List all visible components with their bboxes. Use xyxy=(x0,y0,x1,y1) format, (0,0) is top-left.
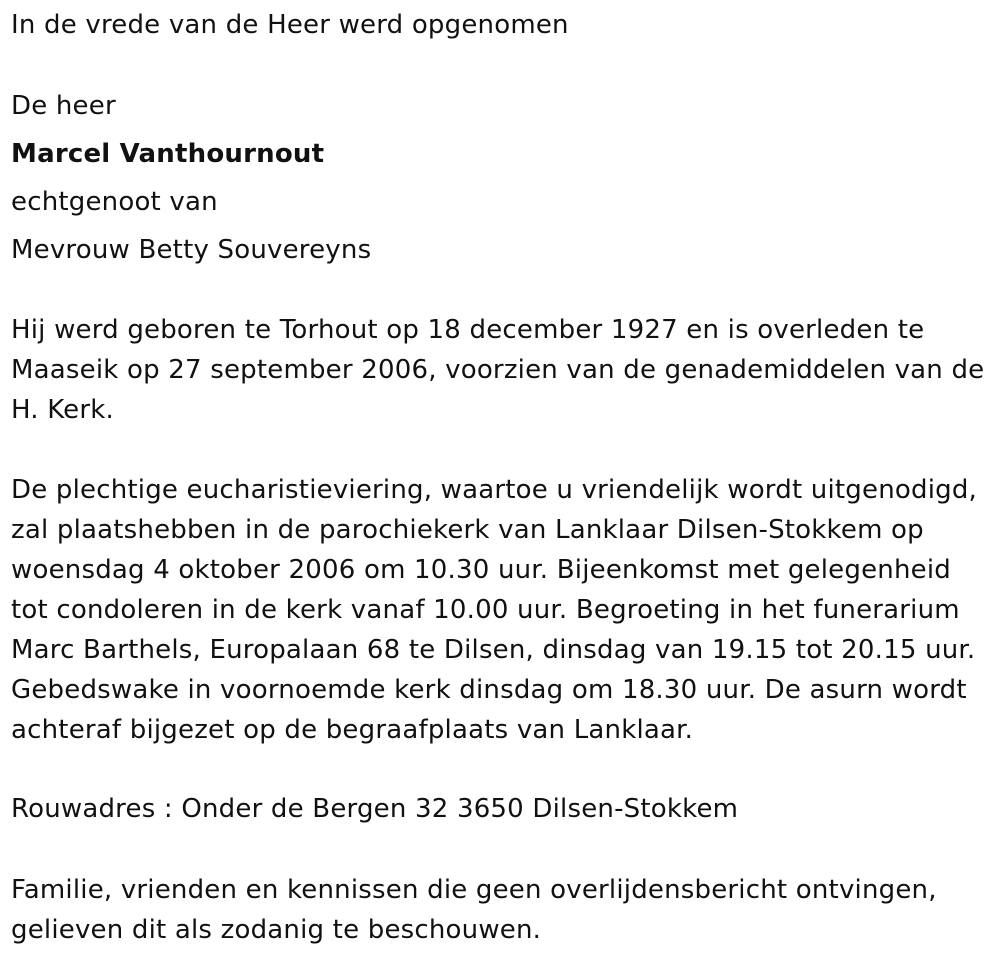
salutation: De heer xyxy=(11,91,116,121)
paragraph-line: tot condoleren in de kerk vanaf 10.00 uur. Begroeting in het funerarium xyxy=(11,595,960,625)
paragraph-line: Maaseik op 27 september 2006, voorzien van de genademiddelen van de xyxy=(11,355,985,385)
closing-paragraph xyxy=(11,870,991,950)
paragraph-line: Marc Barthels, Europalaan 68 te Dilsen, dinsdag van 19.15 tot 20.15 uur. xyxy=(11,635,976,665)
paragraph-line: Gebedswake in voornoemde kerk dinsdag om 18.30 uur. De asurn wordt xyxy=(11,675,967,705)
relation-line: echtgenoot van xyxy=(11,187,218,217)
paragraph-line: De plechtige eucharistieviering, waartoe u vriendelijk wordt uitgenodigd, xyxy=(11,475,977,505)
paragraph-line: Hij werd geboren te Torhout op 18 december 1927 en is overleden te xyxy=(11,315,925,345)
paragraph-line: H. Kerk. xyxy=(11,395,114,425)
paragraph-line: Familie, vrienden en kennissen die geen overlijdensbericht ontvingen, xyxy=(11,875,937,905)
intro-line: In de vrede van de Heer werd opgenomen xyxy=(11,10,569,40)
spouse-name: Mevrouw Betty Souvereyns xyxy=(11,235,372,265)
paragraph-line: woensdag 4 oktober 2006 om 10.30 uur. Bijeenkomst met gelegenheid xyxy=(11,555,951,585)
paragraph-line: zal plaatshebben in de parochiekerk van Lanklaar Dilsen-Stokkem op xyxy=(11,515,924,545)
deceased-name: Marcel Vanthournout xyxy=(11,139,325,169)
ceremony-paragraph xyxy=(11,470,991,750)
paragraph-line: achteraf bijgezet op de begraafplaats van Lanklaar. xyxy=(11,715,694,745)
mourning-address: Rouwadres : Onder de Bergen 32 3650 Dilsen-Stokkem xyxy=(11,794,739,824)
birth-death-paragraph xyxy=(11,310,991,430)
paragraph-line: gelieven dit als zodanig te beschouwen. xyxy=(11,915,542,945)
